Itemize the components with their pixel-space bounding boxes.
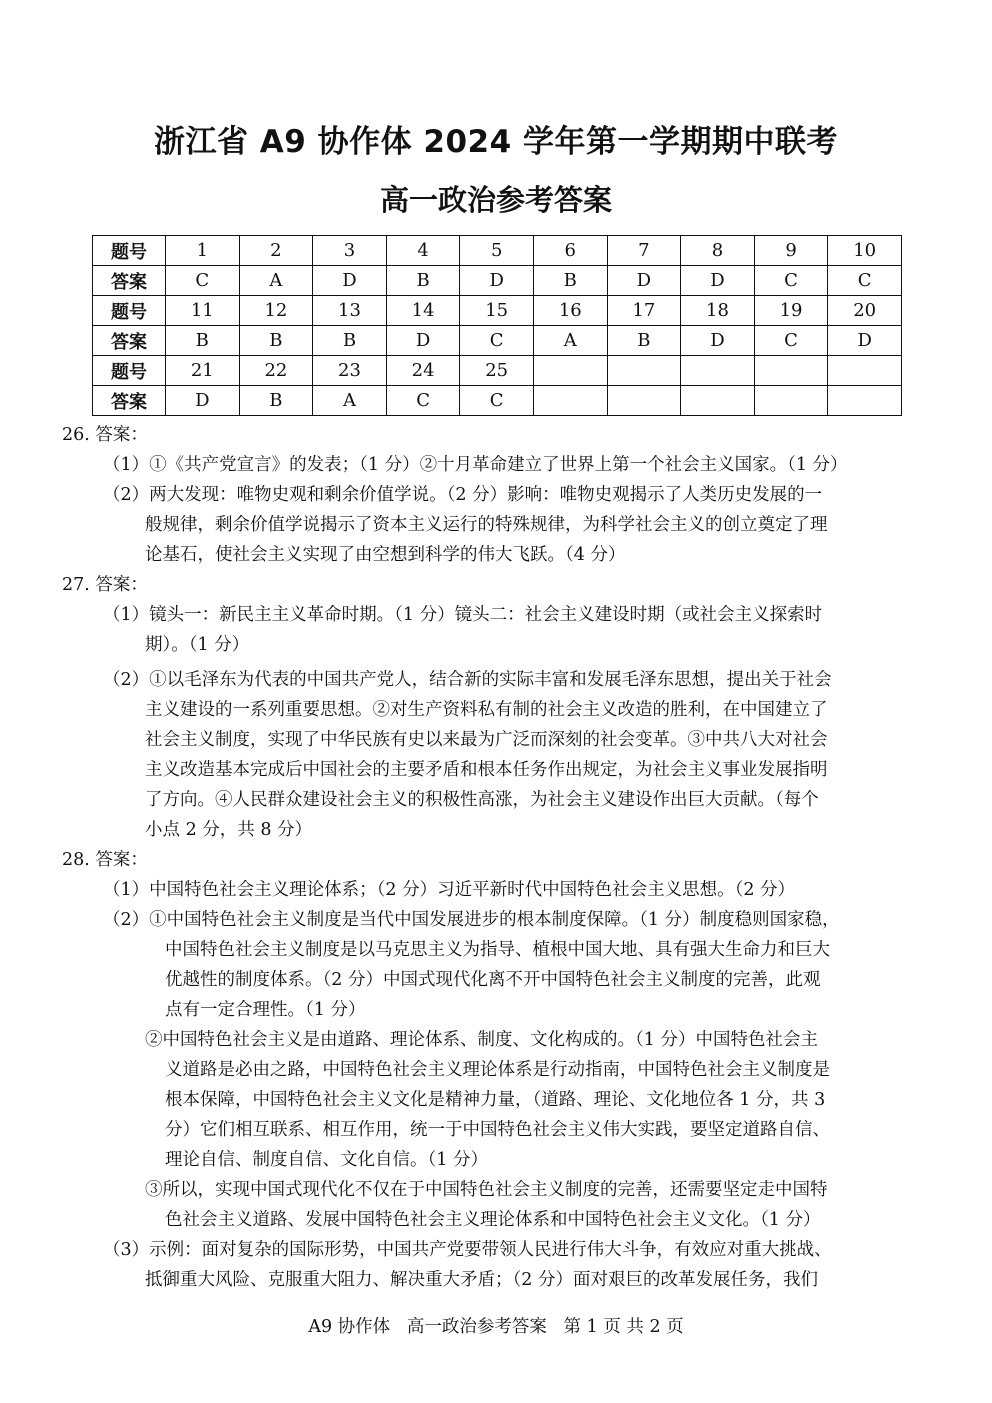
table-cell [681, 356, 755, 386]
q28-part2-point2-line4: 分）它们相互联系、相互作用，统一于中国特色社会主义伟大实践，要坚定道路自信、 [165, 1120, 830, 1140]
q28-part2-line3: 优越性的制度体系。（2 分）中国式现代化离不开中国特色社会主义制度的完善，此观 [165, 970, 821, 990]
q28-part2-line4: 点有一定合理性。（1 分） [165, 1000, 366, 1020]
table-cell [533, 356, 607, 386]
q27-part1-line1: （1）镜头一：新民主主义革命时期。（1 分）镜头二：社会主义建设时期（或社会主义探索时 [103, 605, 823, 625]
q26-heading: 26. 答案： [62, 425, 148, 445]
table-cell: 5 [460, 236, 534, 266]
table-row [93, 236, 902, 266]
table-cell: 6 [533, 236, 607, 266]
table-cell [754, 386, 828, 416]
q27-part1-line2: 期）。（1 分） [145, 635, 250, 655]
table-cell: D [681, 326, 755, 356]
table-cell: C [460, 386, 534, 416]
row-label: 答案 [93, 386, 166, 416]
table-cell: 15 [460, 296, 534, 326]
table-cell: 2 [239, 236, 313, 266]
table-cell [754, 356, 828, 386]
table-cell [828, 356, 902, 386]
table-cell: 7 [607, 236, 681, 266]
q27-part2-line4: 主义改造基本完成后中国社会的主要矛盾和根本任务作出规定，为社会主义事业发展指明 [145, 760, 828, 780]
table-cell: 25 [460, 356, 534, 386]
q27-part2-line6: 小点 2 分，共 8 分） [145, 820, 313, 840]
table-cell [533, 386, 607, 416]
table-cell: B [166, 326, 240, 356]
table-cell: C [754, 266, 828, 296]
table-cell: D [386, 326, 460, 356]
table-row [93, 326, 902, 356]
table-cell: 22 [239, 356, 313, 386]
table-cell: 12 [239, 296, 313, 326]
table-cell: D [681, 266, 755, 296]
q27-heading: 27. 答案： [62, 575, 148, 595]
table-cell: 20 [828, 296, 902, 326]
q27-part2-line2: 主义建设的一系列重要思想。②对生产资料私有制的社会主义改造的胜利，在中国建立了 [145, 700, 828, 720]
table-cell: D [607, 266, 681, 296]
table-cell: 19 [754, 296, 828, 326]
table-cell: C [460, 326, 534, 356]
q26-part2-line2: 般规律，剩余价值学说揭示了资本主义运行的特殊规律，为科学社会主义的创立奠定了理 [145, 515, 828, 535]
q27-part2-line5: 了方向。④人民群众建设社会主义的积极性高涨，为社会主义建设作出巨大贡献。（每个 [145, 790, 819, 810]
table-cell: 16 [533, 296, 607, 326]
row-label: 题号 [93, 236, 166, 266]
page-title: 浙江省 A9 协作体 2024 学年第一学期期中联考 [153, 124, 838, 160]
table-cell: B [607, 326, 681, 356]
table-cell: 13 [313, 296, 387, 326]
table-cell: B [239, 386, 313, 416]
table-cell: A [239, 266, 313, 296]
q28-part2-point2-line5: 理论自信、制度自信、文化自信。（1 分） [165, 1150, 488, 1170]
q28-part2-line2: 中国特色社会主义制度是以马克思主义为指导、植根中国大地、具有强大生命力和巨大 [165, 940, 830, 960]
q28-part2-point2-line1: ②中国特色社会主义是由道路、理论体系、制度、文化构成的。（1 分）中国特色社会主 [145, 1030, 818, 1050]
q28-part2-point3-line1: ③所以，实现中国式现代化不仅在于中国特色社会主义制度的完善，还需要坚定走中国特 [145, 1180, 828, 1200]
q28-part2-point2-line3: 根本保障，中国特色社会主义文化是精神力量，（道路、理论、文化地位各 1 分，共 3 [165, 1090, 826, 1110]
answer-table [92, 235, 902, 416]
q26-part1: （1）①《共产党宣言》的发表；（1 分）②十月革命建立了世界上第一个社会主义国家。（1 分） [103, 455, 848, 475]
q28-part3-line1: （3）示例：面对复杂的国际形势，中国共产党要带领人民进行伟大斗争，有效应对重大挑战、 [103, 1240, 832, 1260]
table-cell: 24 [386, 356, 460, 386]
table-cell [607, 386, 681, 416]
table-cell: D [313, 266, 387, 296]
page-subtitle: 高一政治参考答案 [379, 183, 612, 217]
q28-part2-line1: （2）①中国特色社会主义制度是当代中国发展进步的根本制度保障。（1 分）制度稳则国家稳， [103, 910, 840, 930]
q28-part2-point2-line2: 义道路是必由之路，中国特色社会主义理论体系是行动指南，中国特色社会主义制度是 [165, 1060, 830, 1080]
table-row [93, 356, 902, 386]
table-cell [607, 356, 681, 386]
table-cell: A [533, 326, 607, 356]
table-cell: 4 [386, 236, 460, 266]
q28-part3-line2: 抵御重大风险、克服重大阻力、解决重大矛盾；（2 分）面对艰巨的改革发展任务，我们 [145, 1270, 818, 1290]
table-cell [828, 386, 902, 416]
table-row [93, 266, 902, 296]
table-cell: B [239, 326, 313, 356]
table-cell: 21 [166, 356, 240, 386]
table-cell: B [533, 266, 607, 296]
table-cell: C [386, 386, 460, 416]
q28-heading: 28. 答案： [62, 850, 148, 870]
table-cell: 17 [607, 296, 681, 326]
q26-part2-line1: （2）两大发现：唯物史观和剩余价值学说。（2 分）影响：唯物史观揭示了人类历史发展的一 [103, 485, 823, 505]
table-cell: 10 [828, 236, 902, 266]
table-cell: 11 [166, 296, 240, 326]
q27-part2-line1: （2）①以毛泽东为代表的中国共产党人，结合新的实际丰富和发展毛泽东思想，提出关于社会 [103, 670, 832, 690]
table-cell: 14 [386, 296, 460, 326]
table-cell: D [460, 266, 534, 296]
table-cell: C [754, 326, 828, 356]
table-cell: C [828, 266, 902, 296]
q28-part2-point3-line2: 色社会主义道路、发展中国特色社会主义理论体系和中国特色社会主义文化。（1 分） [165, 1210, 821, 1230]
table-cell: D [828, 326, 902, 356]
table-row [93, 386, 902, 416]
table-cell: A [313, 386, 387, 416]
table-cell: 1 [166, 236, 240, 266]
table-cell: 3 [313, 236, 387, 266]
page-footer: A9 协作体 高一政治参考答案 第 1 页 共 2 页 [308, 1317, 684, 1337]
table-cell: D [166, 386, 240, 416]
row-label: 题号 [93, 356, 166, 386]
table-cell: 8 [681, 236, 755, 266]
row-label: 答案 [93, 326, 166, 356]
q28-part1: （1）中国特色社会主义理论体系；（2 分）习近平新时代中国特色社会主义思想。（2 分） [103, 880, 796, 900]
table-cell: 18 [681, 296, 755, 326]
q26-part2-line3: 论基石，使社会主义实现了由空想到科学的伟大飞跃。（4 分） [145, 545, 626, 565]
table-cell: 9 [754, 236, 828, 266]
table-cell: C [166, 266, 240, 296]
table-row [93, 296, 902, 326]
row-label: 题号 [93, 296, 166, 326]
table-cell: 23 [313, 356, 387, 386]
q27-part2-line3: 社会主义制度，实现了中华民族有史以来最为广泛而深刻的社会变革。③中共八大对社会 [145, 730, 828, 750]
table-cell: B [313, 326, 387, 356]
table-cell: B [386, 266, 460, 296]
row-label: 答案 [93, 266, 166, 296]
table-cell [681, 386, 755, 416]
